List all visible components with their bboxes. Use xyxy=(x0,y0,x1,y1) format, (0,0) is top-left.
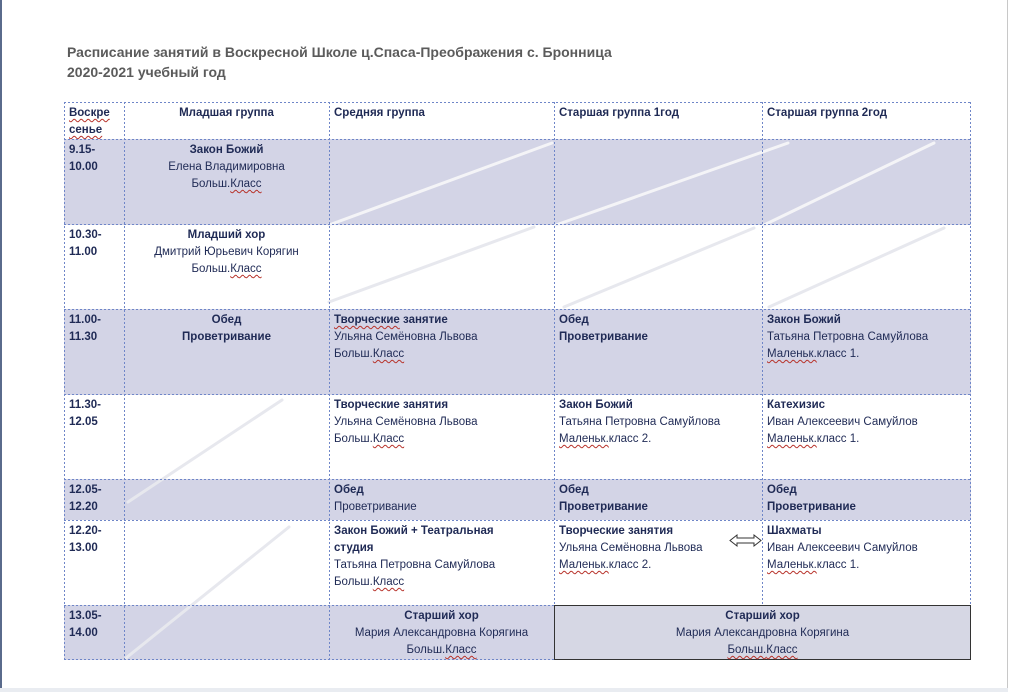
room-label xyxy=(334,642,549,659)
room-label xyxy=(129,176,324,193)
document-title xyxy=(67,42,612,82)
room-label-a: Больш. xyxy=(406,644,446,656)
cell-r6-senior2 xyxy=(762,520,971,605)
teacher-name: Татьяна Петровна Самуйлова xyxy=(334,559,496,571)
lesson-title: Закон Божий + Театральная xyxy=(334,525,494,537)
lesson-sub: Проветривание xyxy=(182,331,271,343)
room-label-a: Маленьк. xyxy=(559,433,609,445)
time-r3-end: 11.30 xyxy=(69,331,98,343)
room-label-a: Больш. xyxy=(334,433,373,445)
cell-r3-senior1 xyxy=(554,309,762,394)
diagonal-r2-middle xyxy=(329,227,534,302)
lesson-title: Обед xyxy=(767,484,797,496)
time-r2 xyxy=(64,224,124,309)
room-label-b: класс 1. xyxy=(816,348,860,360)
room-label-a: Больш. xyxy=(334,348,373,360)
cell-r2-junior xyxy=(124,224,329,309)
room-label xyxy=(334,346,549,363)
room-label-a: Маленьк. xyxy=(559,559,609,571)
cell-r5-senior1 xyxy=(554,479,762,520)
lesson-title: Катехизис xyxy=(767,399,826,411)
teacher-name: Ульяна Семёновна Львова xyxy=(334,416,478,428)
time-r5 xyxy=(64,479,124,520)
lesson-sub: Проветривание xyxy=(334,501,417,513)
time-r2-end: 11.00 xyxy=(69,246,98,258)
page-edge-right xyxy=(1007,0,1008,692)
lesson-sub: Проветривание xyxy=(767,501,856,513)
room-label-b: Класс xyxy=(372,576,405,588)
cell-r4-senior2 xyxy=(762,394,971,479)
header-senior2: Старшая группа 2год xyxy=(767,107,887,119)
room-label xyxy=(559,557,757,574)
title-line-2: 2020-2021 учебный год xyxy=(67,64,226,80)
lesson-title-b: занятие xyxy=(399,314,448,326)
teacher-name: Иван Алексеевич Самуйлов xyxy=(767,542,918,554)
room-label-a: Больш. xyxy=(727,644,767,656)
room-label xyxy=(129,261,324,278)
room-label-b: класс 1. xyxy=(816,433,860,445)
cell-r6-middle xyxy=(329,520,554,605)
cell-r7-senior-merged xyxy=(554,605,971,660)
lesson-sub: Проветривание xyxy=(559,331,648,343)
teacher-name: Ульяна Семёновна Львова xyxy=(559,542,703,554)
time-r6-start: 12.20- xyxy=(69,525,102,537)
header-middle: Средняя группа xyxy=(334,107,425,119)
time-r2-start: 10.30- xyxy=(69,229,102,241)
header-day-line-1: Воскре xyxy=(69,107,110,119)
room-label-a: Маленьк. xyxy=(767,348,817,360)
lesson-title: Творческие занятия xyxy=(559,525,674,537)
time-r5-end: 12.20 xyxy=(69,501,98,513)
time-r7 xyxy=(64,605,124,660)
room-label xyxy=(334,431,549,448)
room-label xyxy=(334,574,549,591)
teacher-name: Ульяна Семёновна Львова xyxy=(334,331,478,343)
schedule-table xyxy=(64,102,971,660)
header-day xyxy=(64,102,124,139)
room-label xyxy=(559,431,757,448)
lesson-title: Обед xyxy=(211,314,242,326)
cell-r3-senior2 xyxy=(762,309,971,394)
lesson-title: Старший хор xyxy=(404,610,479,622)
time-r5-start: 12.05- xyxy=(69,484,102,496)
lesson-title: Закон Божий xyxy=(189,144,264,156)
time-r4-start: 11.30- xyxy=(69,399,101,411)
time-r4 xyxy=(64,394,124,479)
time-r1-start: 9.15- xyxy=(69,144,96,156)
lesson-title: Обед xyxy=(334,484,364,496)
room-label-b: Класс xyxy=(230,178,262,190)
teacher-name: Елена Владимировна xyxy=(168,161,285,173)
room-label-b: класс 2. xyxy=(608,433,652,445)
time-r6-end: 13.00 xyxy=(69,542,98,554)
cell-r1-junior xyxy=(124,139,329,224)
room-label-b: Класс xyxy=(372,433,405,445)
time-r4-end: 12.05 xyxy=(69,416,98,428)
diagonal-r2-senior2 xyxy=(769,228,944,307)
room-label xyxy=(767,346,966,363)
cell-r4-senior1 xyxy=(554,394,762,479)
lesson-sub: Проветривание xyxy=(559,501,648,513)
room-label-b: Класс xyxy=(230,263,262,275)
teacher-name: Татьяна Петровна Самуйлова xyxy=(559,416,721,428)
room-label-a: Больш. xyxy=(191,263,231,275)
lesson-title: Закон Божий xyxy=(559,399,633,411)
diagonal-r2-senior1 xyxy=(564,228,754,307)
room-label-b: класс 2. xyxy=(608,559,652,571)
room-label xyxy=(767,557,966,574)
time-r1-end: 10.00 xyxy=(69,161,98,173)
lesson-title: Творческие занятия xyxy=(334,399,449,411)
cell-r6-senior1 xyxy=(554,520,762,605)
header-day-line-2: сенье xyxy=(69,124,103,136)
room-label xyxy=(767,431,966,448)
cell-r5-senior2 xyxy=(762,479,971,520)
time-r6 xyxy=(64,520,124,605)
cell-r4-middle xyxy=(329,394,554,479)
room-label-a: Маленьк. xyxy=(767,433,817,445)
header-junior: Младшая группа xyxy=(179,107,274,119)
room-label-a: Маленьк. xyxy=(767,559,817,571)
teacher-name: Дмитрий Юрьевич Корягин xyxy=(154,246,299,258)
lesson-title: Обед xyxy=(559,314,589,326)
cell-r7-middle xyxy=(329,605,554,660)
room-label-a: Больш. xyxy=(334,576,373,588)
cell-r3-middle xyxy=(329,309,554,394)
lesson-title: Старший хор xyxy=(725,610,800,622)
time-r1 xyxy=(64,139,124,224)
lesson-title: Обед xyxy=(559,484,589,496)
lesson-title: Шахматы xyxy=(767,525,822,537)
time-r3-start: 11.00- xyxy=(69,314,101,326)
lesson-title-a: Творческие xyxy=(334,314,400,326)
time-r3 xyxy=(64,309,124,394)
teacher-name: Иван Алексеевич Самуйлов xyxy=(767,416,918,428)
cell-r3-junior xyxy=(124,309,329,394)
page-edge-left xyxy=(0,0,2,692)
header-senior1: Старшая группа 1год xyxy=(559,107,679,119)
lesson-title xyxy=(334,312,549,329)
room-label-b: Класс xyxy=(445,644,477,656)
lesson-title: Младший хор xyxy=(187,229,266,241)
teacher-name: Мария Александровна Корягина xyxy=(354,627,529,639)
room-label-b: Класс xyxy=(766,644,798,656)
teacher-name: Татьяна Петровна Самуйлова xyxy=(767,331,929,343)
cell-r5-middle xyxy=(329,479,554,520)
lesson-title: Закон Божий xyxy=(767,314,841,326)
room-label-b: класс 1. xyxy=(816,559,860,571)
room-label-b: Класс xyxy=(372,348,405,360)
teacher-name: Мария Александровна Корягина xyxy=(675,627,850,639)
time-r7-end: 14.00 xyxy=(69,627,98,639)
title-line-1: Расписание занятий в Воскресной Школе ц.Спаса-Преображения с. Бронница xyxy=(67,44,612,60)
lesson-title-cont: студия xyxy=(334,542,374,554)
page-edge-bottom xyxy=(0,688,1008,692)
room-label xyxy=(559,642,966,659)
time-r7-start: 13.05- xyxy=(69,610,102,622)
room-label-a: Больш. xyxy=(191,178,231,190)
